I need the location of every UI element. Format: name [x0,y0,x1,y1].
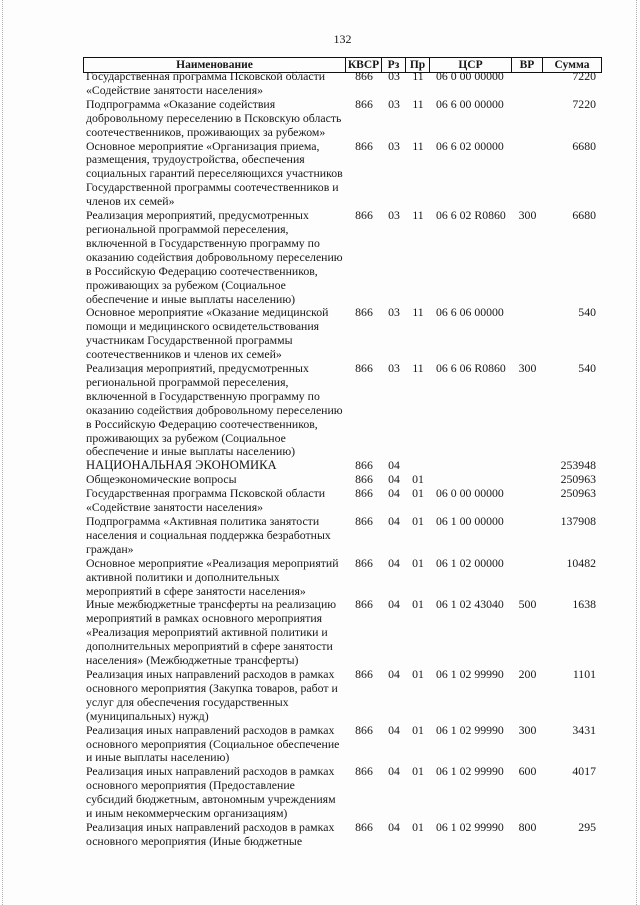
row-rz: 03 [388,138,400,153]
row-pr: 01 [412,819,424,834]
row-name-line: соотечественников, проживающих за рубежом» [86,124,326,139]
row-name [84,70,346,98]
table-row [84,557,601,599]
row-kvsr: 866 [355,208,373,223]
row-pr: 01 [412,722,424,737]
row-kvsr: 866 [355,138,373,153]
row-name-line: обеспечение и иные выплаты населению) [86,291,296,306]
row-rz: 04 [388,666,400,681]
row-name-line: (муниципальных) нужд) [86,708,209,723]
row-name-line: проживающих за рубежом (Социальное [86,277,286,292]
row-name-line: соотечественников и членов их семей» [86,347,282,362]
row-rz: 04 [388,472,400,487]
row-name-line: населения и социальная поддержка безработных [86,527,331,542]
row-csr: 06 6 02 00000 [436,138,504,153]
row-name-line: членов их семей» [86,194,175,209]
row-rz: 03 [388,69,400,83]
row-name [84,598,346,668]
row-pr: 01 [412,597,424,612]
row-vr [512,459,543,473]
page-number: 132 [333,32,352,46]
table-row [84,821,601,849]
table-row [84,98,601,140]
row-vr [512,557,543,599]
row-kvsr: 866 [355,69,373,83]
row-rz: 04 [388,514,400,528]
row-sum: 6680 [572,138,596,153]
row-vr [512,473,543,487]
row-kvsr: 866 [355,555,373,570]
table-row [84,140,601,210]
row-name-line: Реализация иных направлений расходов в рамках [86,722,335,737]
row-kvsr: 866 [355,458,373,473]
row-rz: 04 [388,819,400,834]
row-name-line: граждан» [86,541,134,556]
table-body [83,70,602,849]
row-name-line: «Реализация мероприятий активной политики и [86,625,328,640]
row-sum: 6680 [572,208,596,223]
row-rz: 04 [388,458,400,473]
row-name-line: Подпрограмма «Активная политика занятости [86,514,320,528]
row-name-line: основного мероприятия (Закупка товаров, работ и [86,680,338,695]
row-kvsr: 866 [355,597,373,612]
row-rz: 03 [388,208,400,223]
row-vr [512,98,543,140]
row-csr: 06 1 02 99990 [436,764,504,779]
row-kvsr: 866 [355,472,373,487]
row-pr: 01 [412,472,424,487]
row-csr: 06 1 02 99990 [436,819,504,834]
row-name-line: Подпрограмма «Оказание содействия [86,96,276,111]
row-name-line: Реализация иных направлений расходов в рамках [86,819,335,834]
row-sum: 250963 [560,472,596,487]
row-kvsr: 866 [355,722,373,737]
row-csr: 06 6 06 R0860 [436,361,506,376]
row-name-line: мероприятий в сфере занятости населения» [86,583,306,598]
budget-table [83,57,602,849]
row-kvsr: 866 [355,96,373,111]
table-row [84,70,601,98]
row-name-line: обеспечение и иные выплаты населению) [86,444,296,459]
table-row [84,724,601,766]
row-name-line: добровольному переселению в Псковскую область [86,110,342,125]
row-sum: 250963 [560,486,596,501]
table-row [84,473,601,487]
row-name-line: Государственной программы соотечественников и [86,180,339,195]
row-sum: 1101 [572,666,596,681]
row-name-line: субсидий бюджетным, автономным учреждениям [86,792,336,807]
row-vr: 300 [518,361,537,376]
row-csr: 06 1 02 00000 [436,555,504,570]
row-csr: 06 6 02 R0860 [436,208,506,223]
row-name-line: помощи и медицинского освидетельствования [86,319,320,334]
row-kvsr: 866 [355,514,373,528]
row-name-line: региональной программой переселения, [86,221,289,236]
header-vr: ВР [512,58,543,72]
header-kvsr: КВСР [346,58,382,72]
row-csr: 06 0 00 00000 [436,486,504,501]
row-sum: 1638 [572,597,596,612]
row-name-line: основного мероприятия (Иные бюджетные [86,833,303,848]
row-vr [512,487,543,515]
row-name [84,557,346,599]
row-csr: 06 6 00 00000 [436,96,504,111]
row-pr [406,459,430,473]
row-name-line: в Российскую Федерацию соотечественников, [86,263,318,278]
header-name: Наименование [84,58,346,72]
row-name-line: социальных гарантий переселяющихся участников [86,166,343,181]
header-pr: Пр [406,58,430,72]
row-csr: 06 1 02 99990 [436,666,504,681]
row-rz: 04 [388,722,400,737]
row-name [84,487,346,515]
row-name-line: дополнительных мероприятий в сфере занятости [86,639,333,654]
row-rz: 03 [388,96,400,111]
row-name-line: участникам Государственной программы [86,333,293,348]
row-kvsr: 866 [355,666,373,681]
row-name [84,306,346,362]
row-pr: 11 [412,96,424,111]
header-sum: Сумма [554,59,590,71]
row-sum: 10482 [566,555,596,570]
row-name-line: населения» (Межбюджетные трансферты) [86,653,299,668]
table-row [84,515,601,557]
row-name-line: Общеэкономические вопросы [86,472,237,487]
row-csr: 06 0 00 00000 [436,69,504,83]
row-csr: 06 1 02 43040 [436,597,504,612]
table-row [84,306,601,362]
row-pr: 11 [412,69,424,83]
row-sum: 7220 [572,69,596,83]
row-name [84,515,346,557]
row-vr [512,140,543,210]
row-vr [512,70,543,98]
row-csr: 06 1 00 00000 [436,514,504,528]
row-csr: 06 6 06 00000 [436,305,504,320]
row-name-line: активной политики и дополнительных [86,569,280,584]
row-name-line: Государственная программа Псковской области [86,486,326,501]
table-row [84,598,601,668]
row-rz: 03 [388,305,400,320]
row-name-line: «Содействие занятости населения» [86,500,264,515]
row-sum: 295 [578,819,596,834]
row-sum: 4017 [572,764,596,779]
row-csr [430,473,512,487]
row-name [84,668,346,724]
row-name-line: Основное мероприятие «Реализация мероприятий [86,555,339,570]
row-pr: 11 [412,305,424,320]
table-row [84,668,601,724]
row-pr: 01 [412,666,424,681]
row-kvsr: 866 [355,361,373,376]
row-name-line: «Содействие занятости населения» [86,82,264,97]
row-name-line: мероприятий в рамках основного мероприятия [86,611,323,626]
row-rz: 04 [388,764,400,779]
row-sum: 7220 [572,96,596,111]
row-name-line: услуг для обеспечения государственных [86,694,289,709]
row-name-line: Государственная программа Псковской области [86,69,326,83]
header-rz: Рз [382,58,406,72]
row-name-line: НАЦИОНАЛЬНАЯ ЭКОНОМИКА [86,458,277,473]
row-pr: 11 [412,138,424,153]
row-name-line: размещения, трудоустройства, обеспечения [86,152,305,167]
row-pr: 01 [412,514,424,528]
row-name-line: и иные выплаты населению) [86,750,230,765]
row-name-line: оказанию содействия добровольному переселению [86,249,343,264]
row-kvsr: 866 [355,819,373,834]
row-name-line: и иным некоммерческим организациям) [86,806,288,821]
row-name-line: Основное мероприятие «Организация приема, [86,138,320,153]
row-name-line: основного мероприятия (Социальное обеспечение [86,736,340,751]
row-sum: 253948 [560,458,596,473]
row-name [84,459,346,473]
row-sum: 3431 [572,722,596,737]
row-name-line: Реализация мероприятий, предусмотренных [86,208,309,223]
table-row [84,765,601,821]
row-pr: 11 [412,361,424,376]
row-csr: 06 1 02 99990 [436,722,504,737]
scan-edge-right [636,0,637,905]
row-name [84,724,346,766]
header-csr: ЦСР [430,58,512,72]
row-name [84,209,346,306]
row-name [84,821,346,849]
row-vr: 200 [518,666,537,681]
row-vr [512,515,543,557]
row-kvsr: 866 [355,305,373,320]
table-row [84,487,601,515]
row-name-line: оказанию содействия добровольному переселению [86,402,343,417]
row-name-line: проживающих за рубежом (Социальное [86,430,286,445]
row-vr: 800 [518,819,537,834]
row-pr: 11 [412,208,424,223]
row-name-line: Иные межбюджетные трансферты на реализацию [86,597,337,612]
row-vr: 300 [518,208,537,223]
row-vr: 300 [518,722,537,737]
row-name [84,362,346,459]
row-name [84,98,346,140]
row-rz: 04 [388,555,400,570]
row-name-line: региональной программой переселения, [86,374,289,389]
row-name [84,473,346,487]
table-row [84,209,601,306]
row-name [84,140,346,210]
row-name [84,765,346,821]
row-name-line: в Российскую Федерацию соотечественников, [86,416,318,431]
row-kvsr: 866 [355,764,373,779]
row-vr: 500 [518,597,537,612]
row-vr: 600 [518,764,537,779]
row-rz: 04 [388,597,400,612]
row-pr: 01 [412,764,424,779]
row-name-line: включенной в Государственную программу по [86,388,320,403]
row-rz: 04 [388,486,400,501]
row-csr [430,459,512,473]
row-name-line: Реализация иных направлений расходов в рамках [86,666,335,681]
table-row [84,459,601,473]
row-name-line: основного мероприятия (Предоставление [86,778,295,793]
table-row [84,362,601,459]
row-pr: 01 [412,555,424,570]
row-sum: 540 [578,361,596,376]
row-vr [512,306,543,362]
scan-edge-left [2,0,3,905]
row-kvsr: 866 [355,486,373,501]
row-pr: 01 [412,486,424,501]
row-name-line: Основное мероприятие «Оказание медицинской [86,305,329,320]
row-sum: 540 [578,305,596,320]
row-rz: 03 [388,361,400,376]
row-name-line: Реализация иных направлений расходов в рамках [86,764,335,779]
row-sum: 137908 [560,514,596,528]
row-name-line: включенной в Государственную программу по [86,235,320,250]
row-name-line: Реализация мероприятий, предусмотренных [86,361,309,376]
